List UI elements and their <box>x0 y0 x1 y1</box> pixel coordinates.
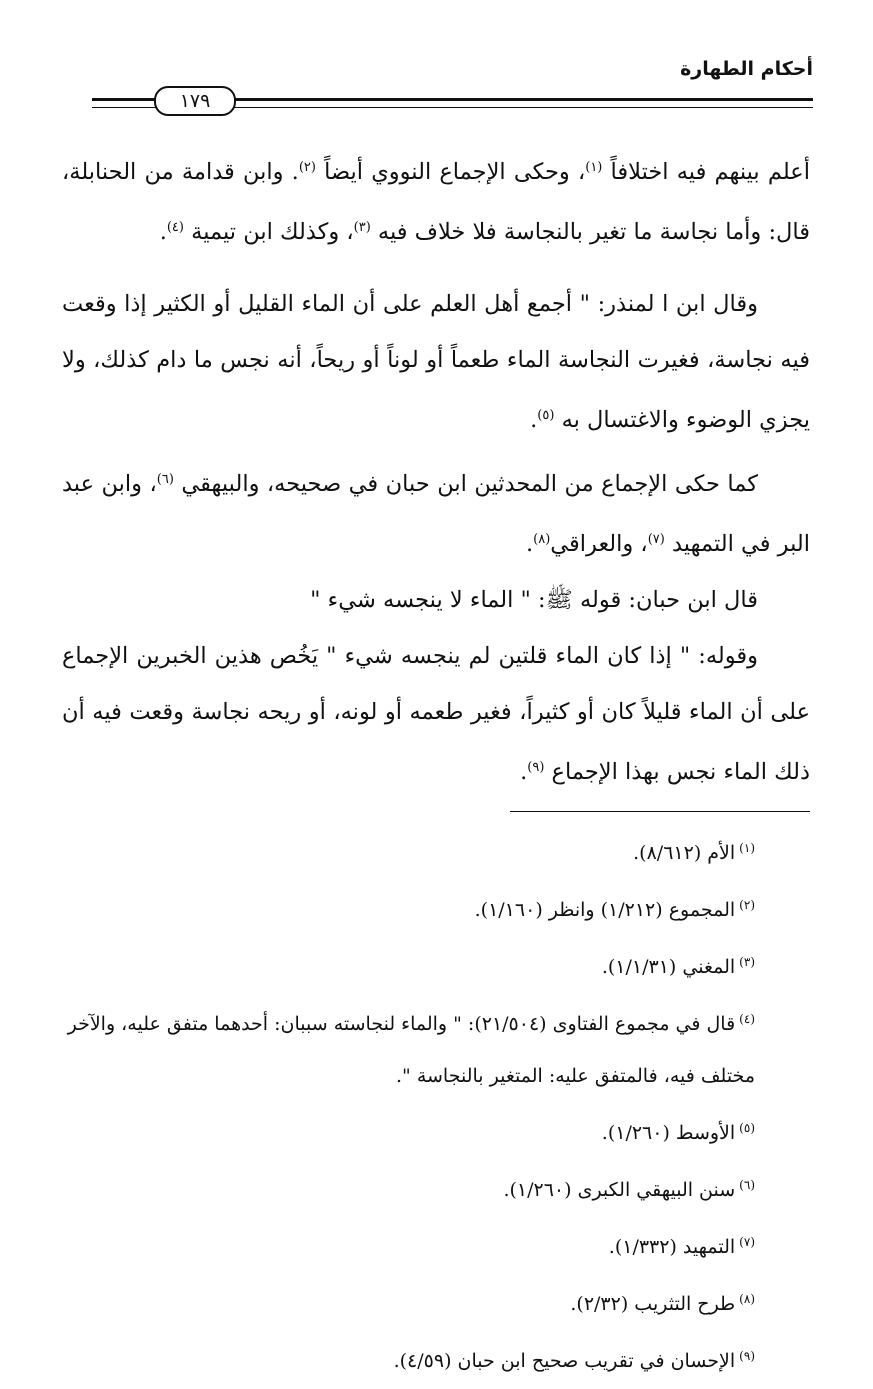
main-text <box>62 140 810 800</box>
footnote-ref: (٥) <box>537 408 555 423</box>
footnote-separator <box>510 811 810 812</box>
footnote: $^{(٤)}$قال في مجموع الفتاوى (٢١/٥٠٤): " والماء لنجاسته سببان: أحدهما متفق عليه، والآخر مختلف فيه، فالمتفق عليه: المتغير بالنجاسة ". <box>67 1012 755 1087</box>
footnote-ref: (٨) <box>533 532 551 547</box>
paragraph: وقال ابن ا لمنذر: " أجمع أهل العلم على أن الماء القليل أو الكثير إذا وقعت فيه نجاسة، فغيرت النجاسة الماء طعماً أو لوناً أو ريحاً، أنه نجس ما دام كذلك، ولا يجزي الوضوء والاغتسال به $^{(٥)}$. <box>62 291 810 433</box>
paragraph: وقوله: " إذا كان الماء قلتين لم ينجسه شيء " يَخُص هذين الخبرين الإجماع على أن الماء قليلاً كان أو كثيراً، فغير طعمه أو لونه، أو ريحه نجاسة وقعت فيه أن ذلك الماء نجس بهذا الإجماع $^{(٩)}$. <box>62 643 810 785</box>
footnote: $^{(٦)}$سنن البيهقي الكبرى (١/٢٦٠). <box>503 1178 755 1201</box>
footnote: $^{(٢)}$المجموع (١/٢١٢) وانظر (١/١٦٠). <box>474 898 755 921</box>
footnote: $^{(٨)}$طرح التثريب (٢/٣٢). <box>570 1292 755 1315</box>
footnote: $^{(٣)}$المغني (١/١/٣١). <box>601 955 755 978</box>
footnote-ref: (٣) <box>353 220 371 235</box>
paragraph: أعلم بينهم فيه اختلافاً $^{(١)}$، وحكى الإجماع النووي أيضاً $^{(٢)}$. وابن قدامة من الحنابلة، قال: وأما نجاسة ما تغير بالنجاسة فلا خلاف فيه $^{(٣)}$، وكذلك ابن تيمية $^{(٤)}$. <box>62 159 810 245</box>
footnote: $^{(٩)}$الإحسان في تقريب صحيح ابن حبان (٤/٥٩). <box>393 1349 755 1372</box>
paragraph: كما حكى الإجماع من المحدثين ابن حبان في صحيحه، والبيهقي $^{(٦)}$، وابن عبد البر في التمهيد $^{(٧)}$، والعراقي$^{(٨)}$. <box>62 471 810 557</box>
footnote-ref: (٦) <box>156 472 174 487</box>
footnote-ref: (٤) <box>166 220 184 235</box>
footnote-ref: (٧) <box>647 532 665 547</box>
footnote-ref: (٩) <box>527 760 545 775</box>
footnotes <box>62 822 810 1387</box>
paragraph: قال ابن حبان: قوله ﷺ: " الماء لا ينجسه شيء " <box>310 587 758 613</box>
running-title: أحكام الطهارة <box>680 58 813 80</box>
footnote: $^{(١)}$الأم (٨/٦١٢). <box>633 841 755 864</box>
page-header <box>92 58 813 112</box>
footnote-ref: (١) <box>585 160 603 175</box>
footnote-ref: (٢) <box>298 160 316 175</box>
footnote: $^{(٥)}$الأوسط (١/٢٦٠). <box>601 1121 755 1144</box>
footnote: $^{(٧)}$التمهيد (١/٣٣٢). <box>608 1235 755 1258</box>
page-number: ١٧٩ <box>154 86 236 116</box>
